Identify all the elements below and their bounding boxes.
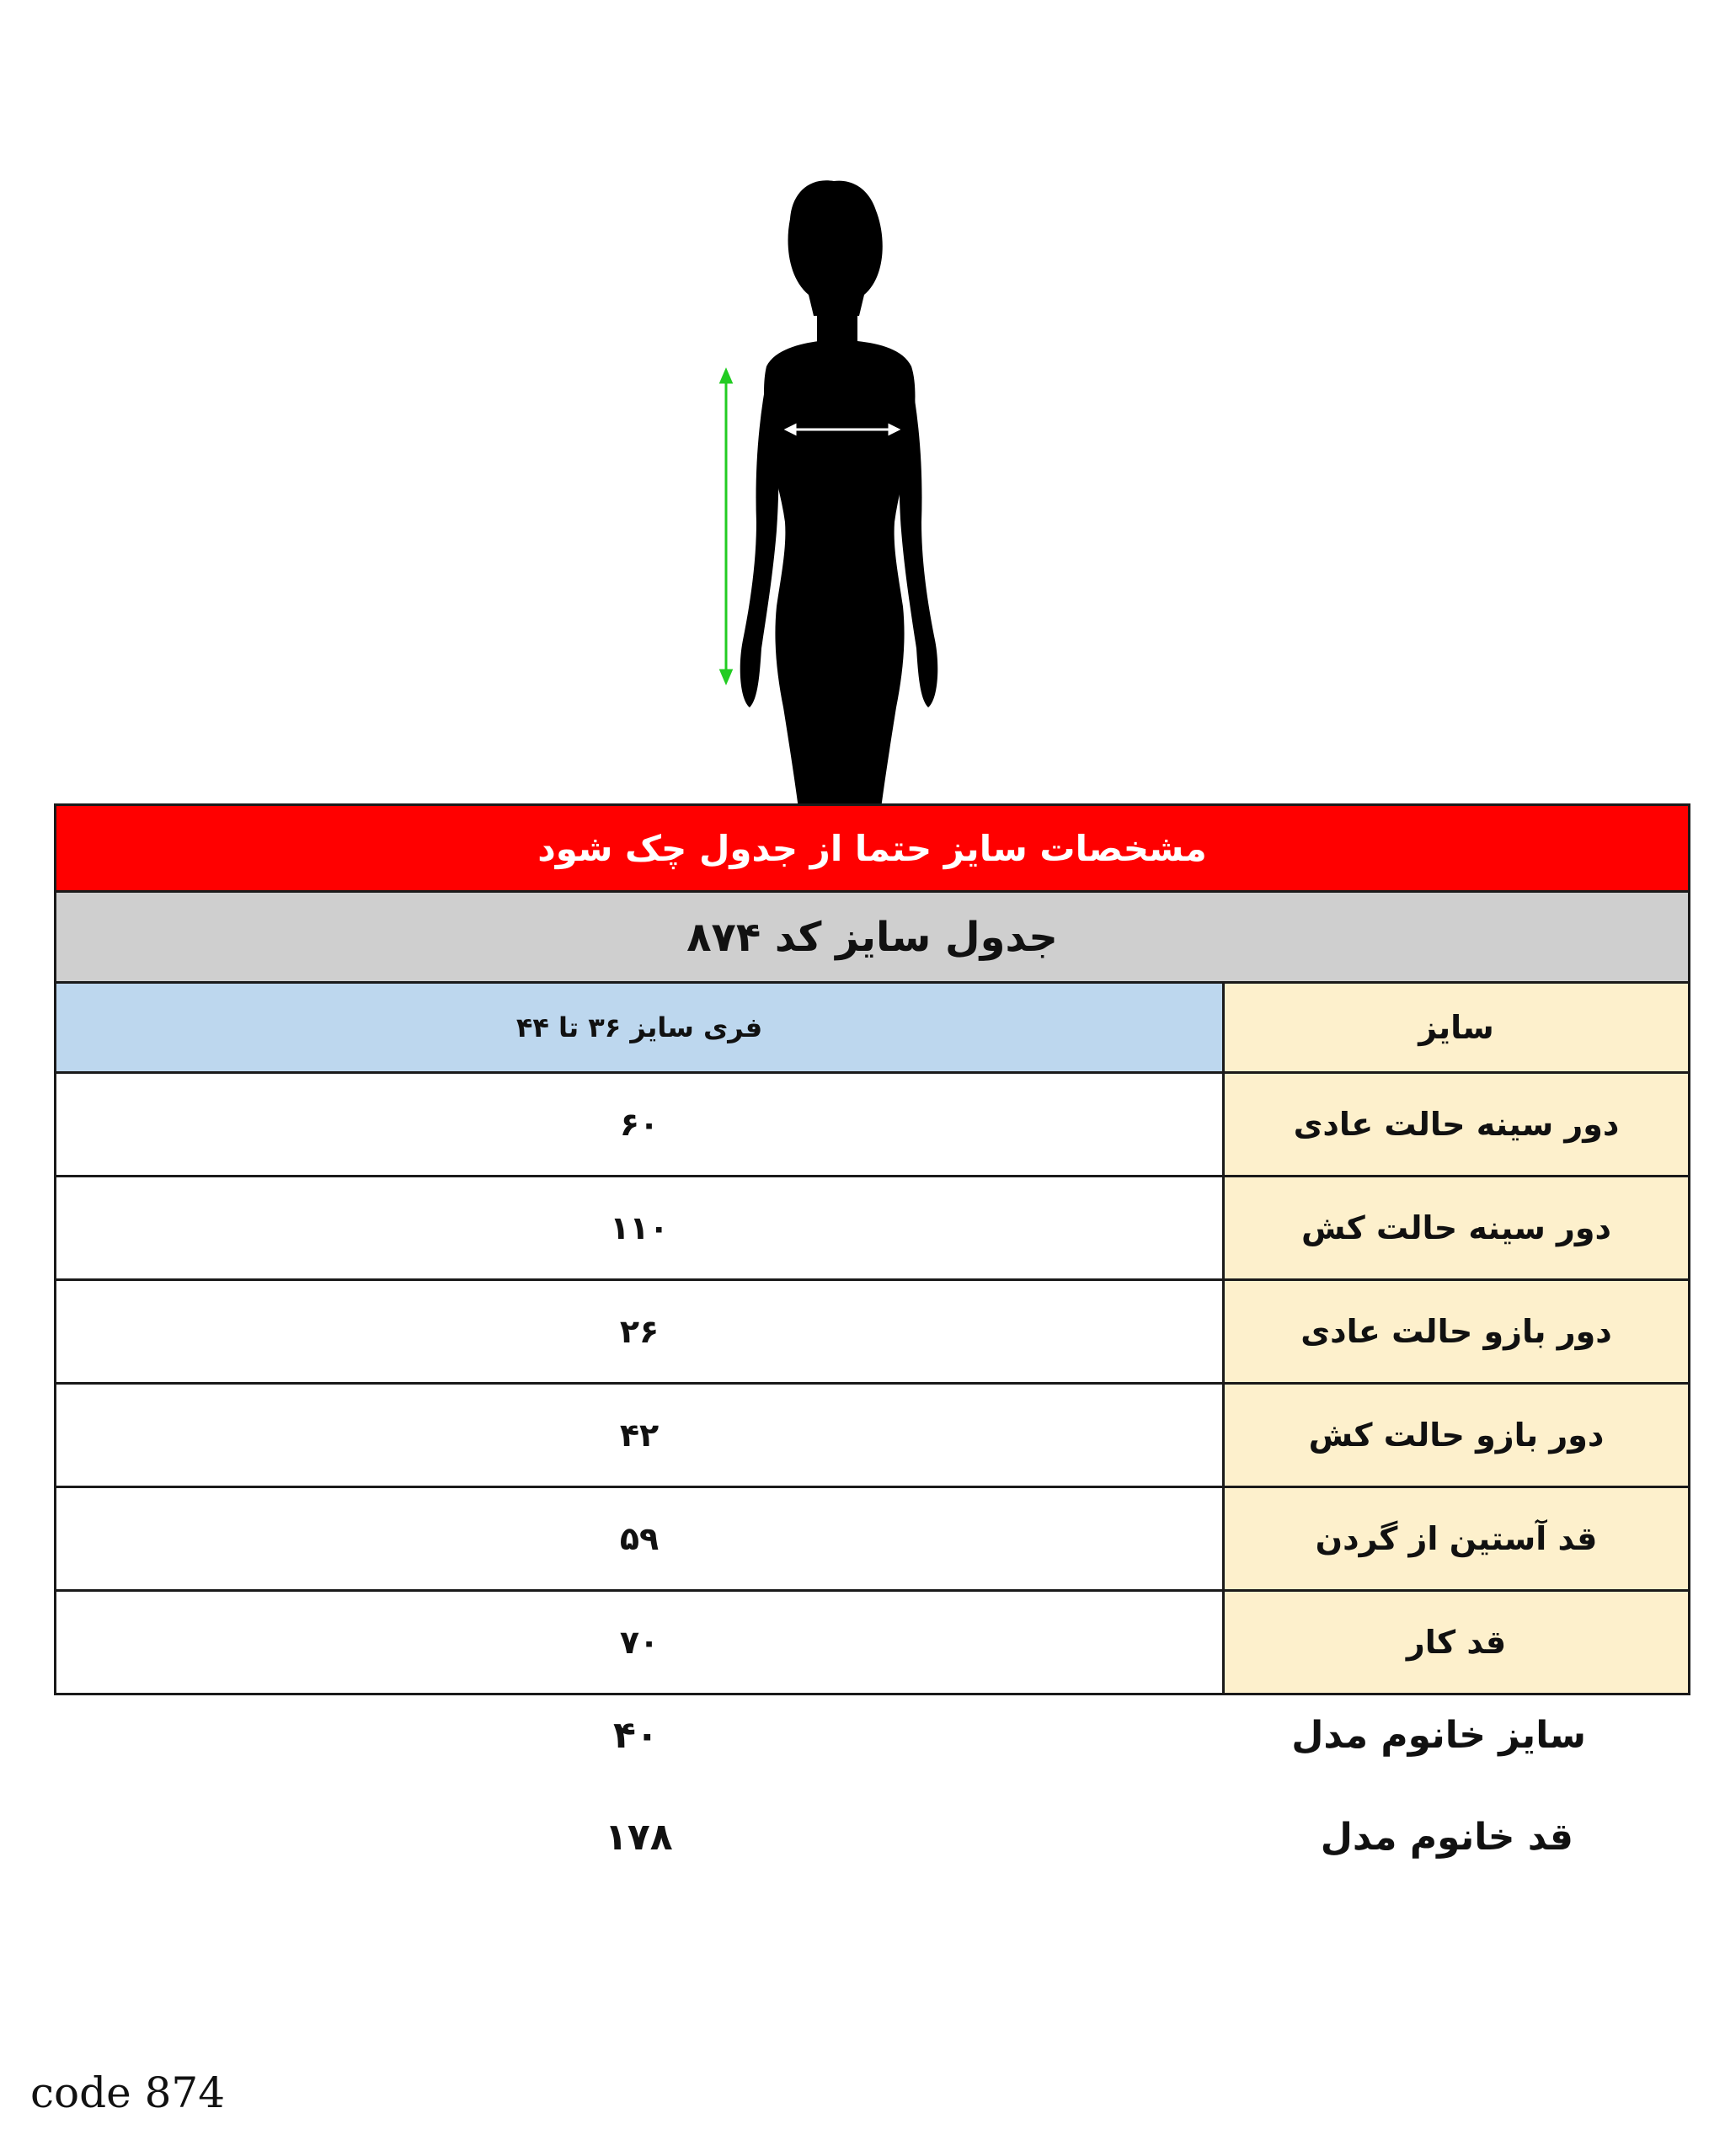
table-row <box>56 1384 1690 1487</box>
table-header-row <box>56 983 1690 1073</box>
size-check-banner: مشخصات سایز حتما از جدول چک شود <box>56 805 1690 892</box>
table-row <box>56 1591 1690 1694</box>
row-value: ۵۹ <box>56 1487 1224 1591</box>
table-row <box>56 1487 1690 1591</box>
row-label: قد آستین از گردن <box>1224 1487 1690 1591</box>
header-label-cell: سایز <box>1224 983 1690 1073</box>
silhouette-figure <box>708 168 977 808</box>
table-row <box>56 1177 1690 1280</box>
table-title: جدول سایز کد ۸۷۴ <box>56 892 1690 983</box>
product-code: code 874 <box>30 2068 226 2117</box>
size-table <box>54 803 1690 1695</box>
row-label: دور بازو حالت کش <box>1224 1384 1690 1487</box>
model-size-value: ۴۰ <box>613 1714 659 1757</box>
banner-row <box>56 805 1690 892</box>
model-size-label: سایز خانوم مدل <box>1291 1714 1586 1757</box>
row-value: ۴۲ <box>56 1384 1224 1487</box>
row-value: ۲۶ <box>56 1280 1224 1384</box>
table-row <box>56 1280 1690 1384</box>
silhouette-body <box>740 180 938 808</box>
row-label: دور سینه حالت کش <box>1224 1177 1690 1280</box>
row-label: قد کار <box>1224 1591 1690 1694</box>
row-value: ۶۰ <box>56 1073 1224 1177</box>
header-value-cell: فری سایز ۳۶ تا ۴۴ <box>56 983 1224 1073</box>
row-value: ۱۱۰ <box>56 1177 1224 1280</box>
model-height-label: قد خانوم مدل <box>1320 1816 1573 1859</box>
title-row <box>56 892 1690 983</box>
model-height-value: ۱۷۸ <box>605 1816 673 1859</box>
length-arrow-icon <box>721 371 731 682</box>
table-row <box>56 1073 1690 1177</box>
row-value: ۷۰ <box>56 1591 1224 1694</box>
row-label: دور بازو حالت عادی <box>1224 1280 1690 1384</box>
row-label: دور سینه حالت عادی <box>1224 1073 1690 1177</box>
